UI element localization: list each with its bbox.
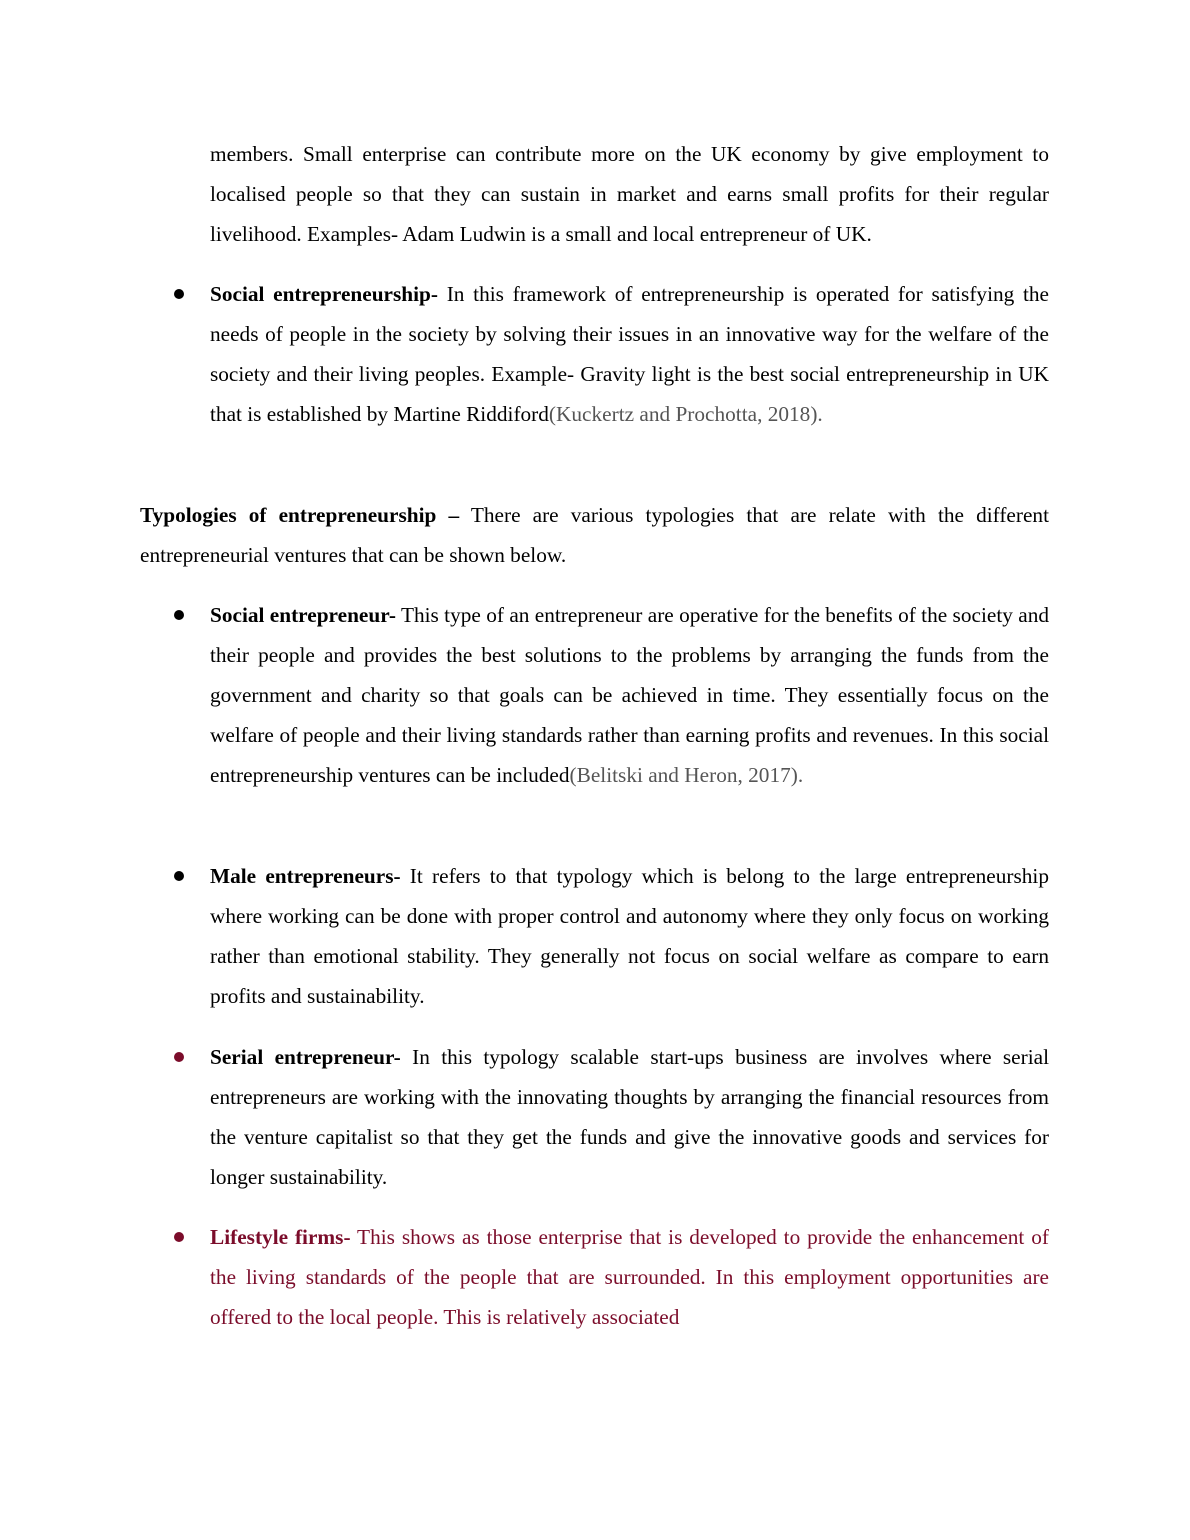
citation: (Kuckertz and Prochotta, 2018). bbox=[548, 402, 823, 426]
item-body: In this typology scalable start-ups business are involves where serial entrepreneurs are working with the innovating thoughts by arranging the financial resources from the venture capitalist so that they get the funds and give the innovative goods and services for longer sustainability. bbox=[210, 1045, 1049, 1189]
section-heading: Typologies of entrepreneurship – bbox=[140, 503, 460, 527]
bullet-icon bbox=[174, 289, 184, 299]
bullet-icon bbox=[174, 871, 184, 881]
item-heading: Social entrepreneur- bbox=[210, 603, 396, 627]
citation: (Belitski and Heron, 2017). bbox=[569, 763, 804, 787]
list-item-male-entrepreneurs bbox=[210, 856, 1049, 1016]
item-heading: Social entrepreneurship- bbox=[210, 282, 438, 306]
item-body: This shows as those enterprise that is developed to provide the enhancement of the living standards of the people that are surrounded. In this employment opportunities are offered to the local people. This is relatively associated bbox=[210, 1225, 1049, 1329]
item-heading: Lifestyle firms- bbox=[210, 1225, 351, 1249]
section-body: There are various typologies that are relate with the different entrepreneurial ventures that can be shown below. bbox=[140, 503, 1049, 567]
item-body: This type of an entrepreneur are operative for the benefits of the society and their people and provides the best solutions to the problems by arranging the funds from the government and charity so that goals can be achieved in time. They essentially focus on the welfare of people and their living standards rather than earning profits and revenues. In this social entrepreneurship ventures can be included bbox=[210, 603, 1049, 787]
typologies-paragraph bbox=[140, 495, 1049, 575]
continuation-text: members. Small enterprise can contribute more on the UK economy by give employment to localised people so that they can sustain in market and earns small profits for their regular livelihood. Examples- Adam Ludwin is a small and local entrepreneur of UK. bbox=[210, 142, 1049, 246]
item-body: In this framework of entrepreneurship is operated for satisfying the needs of people in the society by solving their issues in an innovative way for the welfare of the society and their living peoples. Example- Gravity light is the best social entrepreneurship in UK that is established by Martine Riddiford bbox=[210, 282, 1050, 426]
item-heading: Male entrepreneurs- bbox=[210, 864, 401, 888]
bullet-icon bbox=[174, 610, 184, 620]
list-item-serial-entrepreneur bbox=[210, 1037, 1049, 1197]
bullet-icon bbox=[174, 1232, 184, 1242]
item-body: It refers to that typology which is belong to the large entrepreneurship where working can be done with proper control and autonomy where they only focus on working rather than emotional stability. They generally not focus on social welfare as compare to earn profits and sustainability. bbox=[210, 864, 1049, 1008]
list-item-lifestyle-firms bbox=[210, 1217, 1049, 1337]
continuation-paragraph bbox=[210, 134, 1049, 254]
social-entrepreneurship-item bbox=[210, 274, 1049, 434]
bullet-icon bbox=[174, 1052, 184, 1062]
item-heading: Serial entrepreneur- bbox=[210, 1045, 401, 1069]
list-item-social-entrepreneur bbox=[210, 595, 1049, 795]
